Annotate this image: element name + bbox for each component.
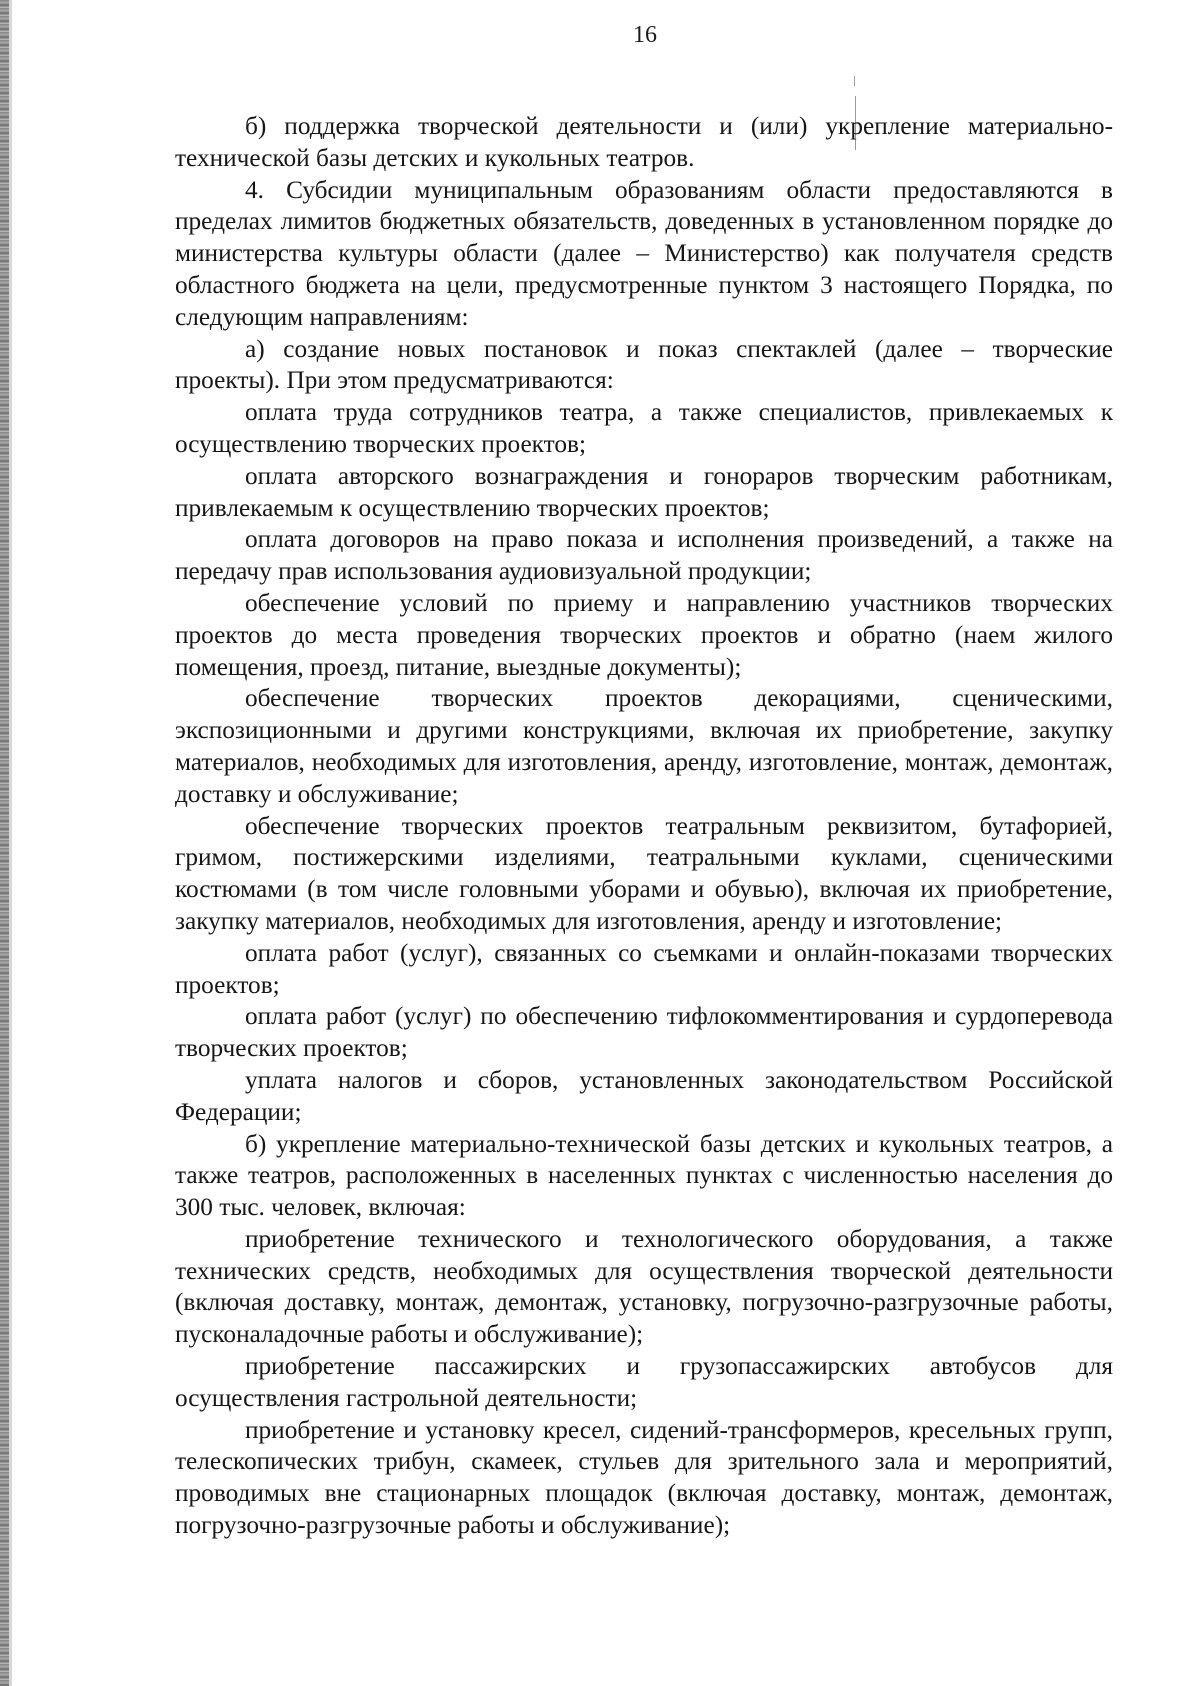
paragraph: обеспечение творческих проектов театральным реквизитом, бутафорией, гримом, постижерскими изделиями, театральными куклами, сценическими костюмами (в том числе головными уборами и обувью), включая их приобретение, закупку материалов, необходимых для изготовления, аренду и изготовление; xyxy=(175,811,1113,935)
paragraph: оплата договоров на право показа и исполнения произведений, а также на передачу прав использования аудиовизуальной продукции; xyxy=(175,525,1113,586)
paragraph: уплата налогов и сборов, установленных законодательством Российской Федерации; xyxy=(175,1065,1113,1126)
paragraph: приобретение и установку кресел, сидений-трансформеров, кресельных групп, телескопических трибун, скамеек, стульев для зрительного зала и мероприятий, проводимых вне стационарных площадок (включая доставку, монтаж, демонтаж, погрузочно-разгрузочные работы и обслуживание); xyxy=(175,1415,1113,1540)
document-body xyxy=(175,111,1113,1542)
paragraph: б) укрепление материально-технической базы детских и кукольных театров, а также театров, расположенных в населенных пунктах с численностью населения до 300 тыс. человек, включая: xyxy=(175,1129,1113,1222)
page-number: 16 xyxy=(633,22,657,48)
paragraph: оплата труда сотрудников театра, а также специалистов, привлекаемых к осуществлению творческих проектов; xyxy=(175,398,1113,458)
paragraph: обеспечение творческих проектов декорациями, сценическими, экспозиционными и другими конструкциями, включая их приобретение, закупку материалов, необходимых для изготовления, аренду, изготовление, монтаж, демонтаж, доставку и обслуживание; xyxy=(175,684,1113,808)
paragraph: оплата работ (услуг), связанных со съемками и онлайн-показами творческих проектов; xyxy=(175,938,1113,999)
paragraph: приобретение технического и технологического оборудования, а также технических средств, необходимых для осуществления творческой деятельности (включая доставку, монтаж, демонтаж, установку, погрузочно-разгрузочные работы, пусконаладочные работы и обслуживание); xyxy=(175,1224,1113,1349)
paragraph: оплата авторского вознаграждения и гонораров творческим работникам, привлекаемым к осуществлению творческих проектов; xyxy=(175,461,1113,522)
paragraph: 4. Субсидии муниципальным образованиям области предоставляются в пределах лимитов бюджетных обязательств, доведенных в установленном порядке до министерства культуры области (далее – Министерство) как получателя средств областного бюджета на цели, предусмотренные пунктом 3 настоящего Порядка, по следующим направлениям: xyxy=(175,175,1113,331)
paragraph: б) поддержка творческой деятельности и (или) укрепление материально-технической базы детских и кукольных театров. xyxy=(175,112,1113,172)
scan-artifact-mark xyxy=(854,76,855,86)
paragraph: оплата работ (услуг) по обеспечению тифлокомментирования и сурдоперевода творческих проектов; xyxy=(175,1002,1113,1063)
scan-edge-shadow xyxy=(0,0,9,1686)
paragraph: а) создание новых постановок и показ спектаклей (далее – творческие проекты). При этом предусматриваются: xyxy=(175,334,1113,395)
paragraph: приобретение пассажирских и грузопассажирских автобусов для осуществления гастрольной деятельности; xyxy=(175,1352,1113,1412)
scan-edge-highlight xyxy=(9,0,12,1686)
paragraph: обеспечение условий по приему и направлению участников творческих проектов до места проведения творческих проектов и обратно (наем жилого помещения, проезд, питание, выездные документы); xyxy=(175,588,1113,681)
